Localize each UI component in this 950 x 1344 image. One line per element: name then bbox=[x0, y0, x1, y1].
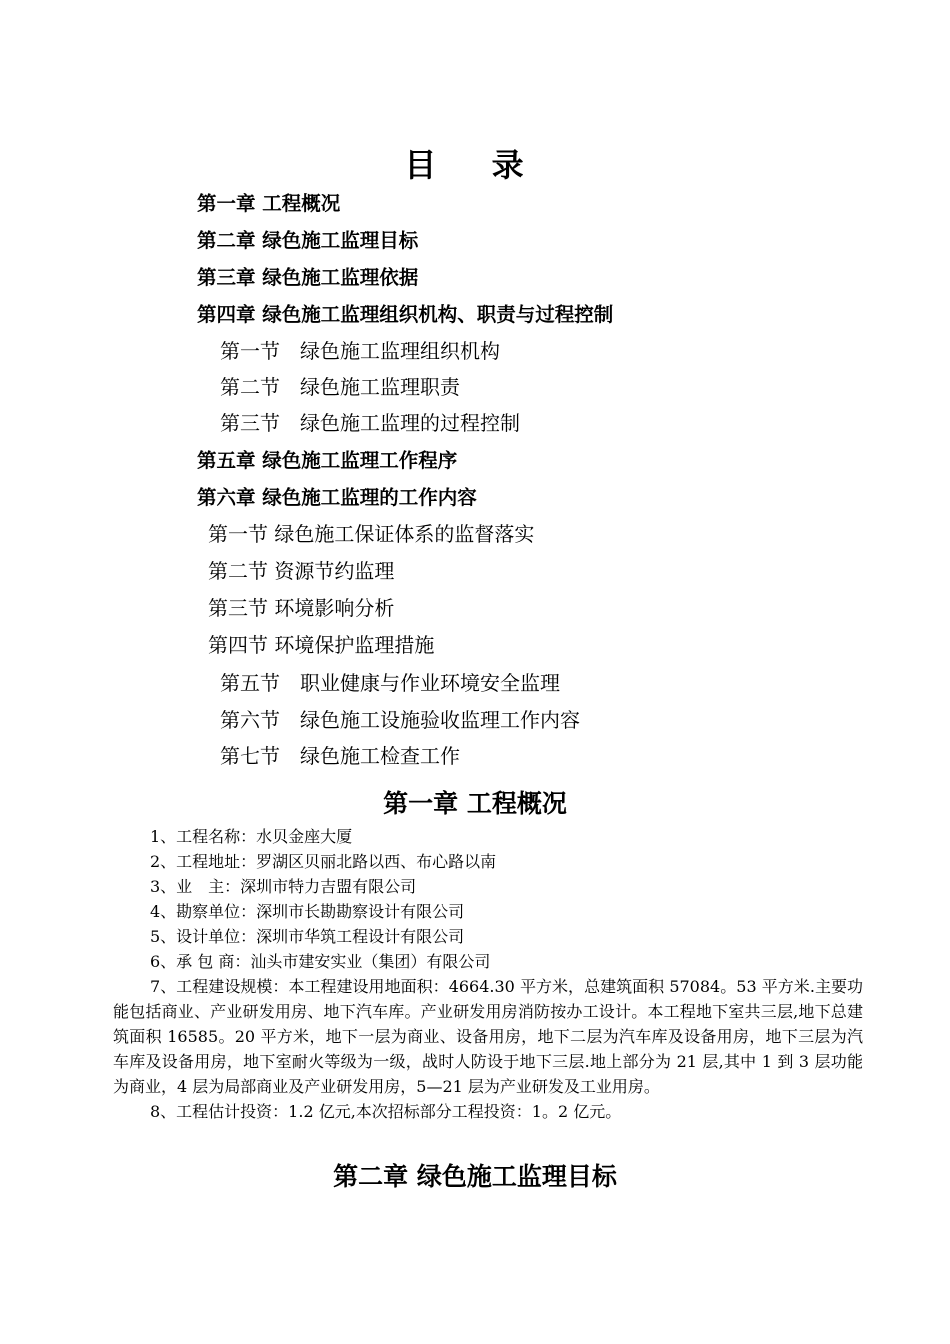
toc-item[interactable]: 第四章 绿色施工监理组织机构、职责与过程控制 bbox=[197, 303, 614, 326]
project-owner: 3、业 主：深圳市特力吉盟有限公司 bbox=[150, 877, 417, 896]
toc-title: 目 录 bbox=[404, 146, 546, 184]
toc-item[interactable]: 第二节 资源节约监理 bbox=[208, 559, 395, 583]
toc-item[interactable]: 第五节 职业健康与作业环境安全监理 bbox=[220, 671, 560, 695]
construction-scale: 7、工程建设规模：本工程建设用地面积：4664.30 平方米，总建筑面积 57084。53 平方米.主要功能包括商业、产业研发用房、地下汽车库。产业研发用房消防按办工设计。本工程地下室共三层,地下总建筑面积 16585。20 平方米，地下一层为商业、设备用房，地下二层为汽车库及设备用房，地下三层为汽车库及设备用房，地下室耐火等级为一级，战时人防设于地下三层.地上部分为 21 层,其中 1 到 3 层功能为商业，4 层为局部商业及产业研发用房，5—21 层为产业研发及工业用房。 bbox=[113, 977, 863, 1096]
toc-item[interactable]: 第四节 环境保护监理措施 bbox=[208, 633, 435, 657]
chapter1-body bbox=[113, 824, 863, 1124]
survey-unit: 4、勘察单位：深圳市长勘勘察设计有限公司 bbox=[150, 902, 465, 921]
design-unit: 5、设计单位：深圳市华筑工程设计有限公司 bbox=[150, 927, 465, 946]
chapter2-heading: 第二章 绿色施工监理目标 bbox=[333, 1162, 617, 1191]
toc-item[interactable]: 第一节 绿色施工监理组织机构 bbox=[220, 339, 500, 363]
toc-item[interactable]: 第三节 绿色施工监理的过程控制 bbox=[220, 411, 520, 435]
toc-item[interactable]: 第七节 绿色施工检查工作 bbox=[220, 744, 460, 768]
toc-item[interactable]: 第六章 绿色施工监理的工作内容 bbox=[197, 486, 477, 509]
chapter1-heading: 第一章 工程概况 bbox=[383, 789, 567, 818]
toc-item[interactable]: 第六节 绿色施工设施验收监理工作内容 bbox=[220, 708, 580, 732]
toc-item[interactable]: 第二节 绿色施工监理职责 bbox=[220, 375, 460, 399]
project-name: 1、工程名称：水贝金座大厦 bbox=[150, 827, 353, 846]
contractor: 6、承 包 商：汕头市建安实业（集团）有限公司 bbox=[150, 952, 491, 971]
toc-item[interactable]: 第一节 绿色施工保证体系的监督落实 bbox=[208, 522, 535, 546]
toc-item[interactable]: 第三章 绿色施工监理依据 bbox=[197, 266, 419, 289]
toc-item[interactable]: 第五章 绿色施工监理工作程序 bbox=[197, 449, 458, 472]
project-address: 2、工程地址：罗湖区贝丽北路以西、布心路以南 bbox=[150, 852, 497, 871]
project-investment: 8、工程估计投资：1.2 亿元,本次招标部分工程投资：1。2 亿元。 bbox=[150, 1102, 622, 1121]
toc-item[interactable]: 第一章 工程概况 bbox=[197, 192, 341, 215]
toc-item[interactable]: 第三节 环境影响分析 bbox=[208, 596, 395, 620]
toc-item[interactable]: 第二章 绿色施工监理目标 bbox=[197, 229, 419, 252]
